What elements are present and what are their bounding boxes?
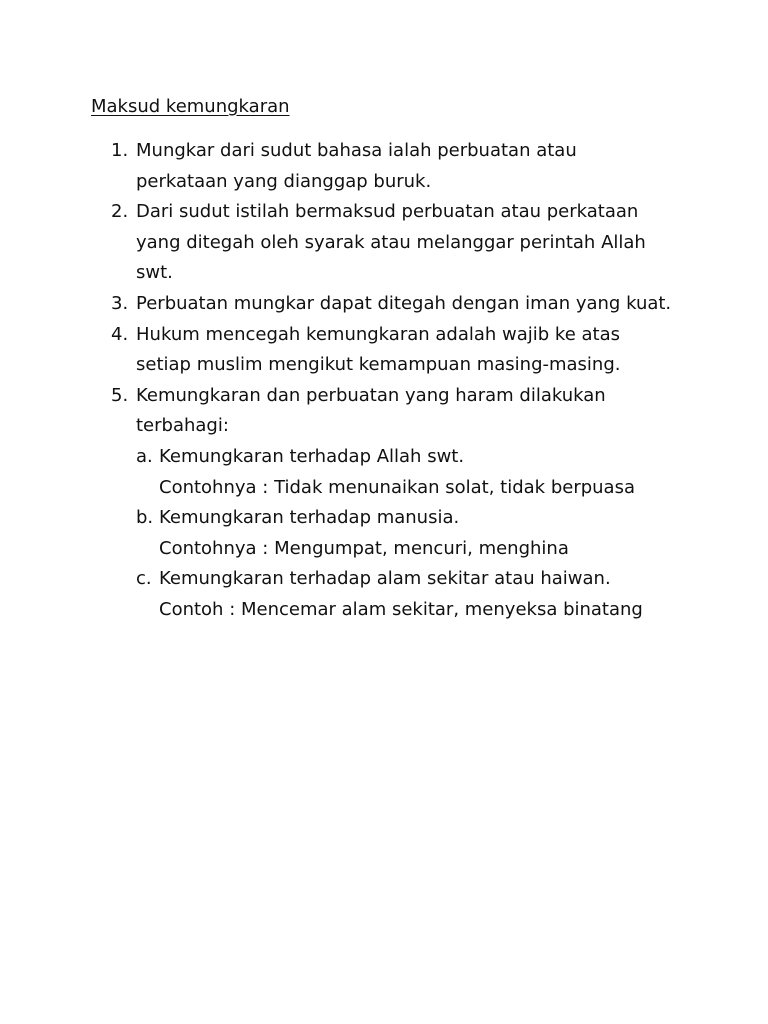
text-line: Contoh : Mencemar alam sekitar, menyeksa binatang	[159, 598, 643, 620]
sub-list-item-letter: b.	[136, 507, 154, 529]
list-item	[111, 197, 751, 289]
sub-list-item-letter: c.	[136, 568, 152, 590]
text-line: Mungkar dari sudut bahasa ialah perbuatan atau	[136, 140, 577, 161]
list-item-text	[136, 320, 751, 381]
list-item-number: 4.	[111, 323, 129, 345]
list-item	[111, 320, 751, 381]
text-line: Kemungkaran terhadap alam sekitar atau haiwan.	[159, 568, 611, 590]
list-item-text	[136, 289, 751, 320]
text-line: Perbuatan mungkar dapat ditegah dengan iman yang kuat.	[136, 292, 672, 314]
text-line: Hukum mencegah kemungkaran adalah wajib ke atas	[136, 323, 621, 345]
sub-list-item-text	[159, 564, 751, 625]
list-item-text	[136, 136, 751, 197]
list-item	[111, 289, 751, 320]
list-item	[111, 381, 751, 626]
sub-list-item-text	[159, 503, 751, 564]
sub-list-item-letter: a.	[136, 445, 153, 467]
list-item	[111, 136, 751, 197]
text-line: Contohnya : Tidak menunaikan solat, tidak berpuasa	[159, 476, 635, 498]
document-title: Maksud kemungkaran	[91, 96, 290, 117]
sub-list-item-text	[159, 442, 751, 503]
list-item-number: 2.	[111, 201, 129, 223]
sub-list-item	[136, 442, 751, 503]
list-item-number: 5.	[111, 384, 129, 406]
text-line: Kemungkaran terhadap manusia.	[159, 507, 460, 529]
text-line: swt.	[136, 262, 173, 284]
text-line: terbahagi:	[136, 415, 229, 437]
list-item-text	[136, 197, 751, 289]
text-line: Dari sudut istilah bermaksud perbuatan atau perkataan	[136, 201, 639, 223]
text-line: setiap muslim mengikut kemampuan masing-masing.	[136, 354, 621, 376]
text-line: Kemungkaran terhadap Allah swt.	[159, 445, 465, 467]
numbered-list	[111, 136, 751, 626]
text-line: perkataan yang dianggap buruk.	[136, 170, 432, 192]
list-item-text	[136, 381, 751, 626]
sub-list-item	[136, 564, 751, 625]
text-line: Kemungkaran dan perbuatan yang haram dilakukan	[136, 384, 606, 406]
text-line: yang ditegah oleh syarak atau melanggar perintah Allah	[136, 231, 646, 253]
list-item-number: 3.	[111, 292, 129, 314]
list-item-number: 1.	[111, 140, 129, 161]
text-line: Contohnya : Mengumpat, mencuri, menghina	[159, 537, 569, 559]
sub-list-item	[136, 503, 751, 564]
